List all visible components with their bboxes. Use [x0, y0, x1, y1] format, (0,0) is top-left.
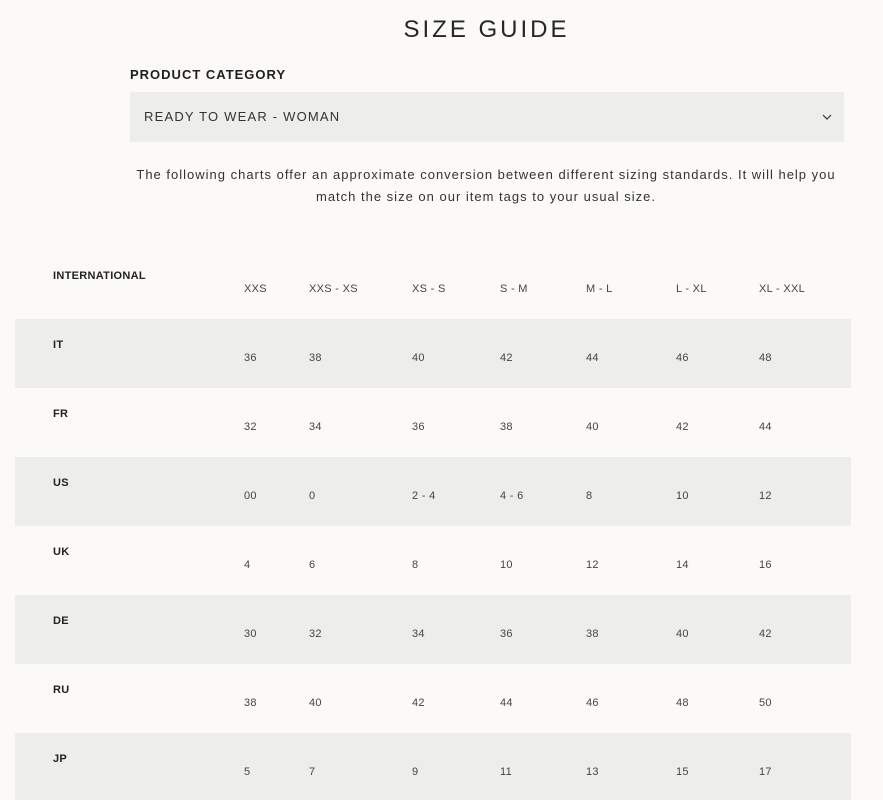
table-cell: 30	[244, 628, 257, 640]
header-label: INTERNATIONAL	[53, 270, 146, 282]
table-cell: 0	[309, 490, 316, 502]
table-cell: 8	[586, 490, 593, 502]
table-cell: 13	[586, 766, 599, 778]
header-cell: XXS - XS	[309, 283, 358, 295]
table-cell: 15	[676, 766, 689, 778]
table-cell: 9	[412, 766, 419, 778]
page-title: SIZE GUIDE	[403, 16, 570, 43]
product-category-value: READY TO WEAR - WOMAN	[144, 109, 341, 124]
table-cell: 12	[586, 559, 599, 571]
table-cell: 48	[759, 352, 772, 364]
table-row-ru	[15, 664, 851, 733]
table-cell: 38	[309, 352, 322, 364]
header-cell: XS - S	[412, 283, 446, 295]
table-cell: 36	[412, 421, 425, 433]
table-header-row	[15, 250, 851, 319]
table-row-jp	[15, 733, 851, 800]
table-cell: 38	[244, 697, 257, 709]
table-cell: 34	[412, 628, 425, 640]
chevron-down-icon	[820, 110, 834, 124]
header-cell: L - XL	[676, 283, 707, 295]
product-category-label: PRODUCT CATEGORY	[130, 67, 287, 82]
table-cell: 32	[244, 421, 257, 433]
table-cell: 40	[412, 352, 425, 364]
table-cell: 12	[759, 490, 772, 502]
size-table	[15, 250, 851, 800]
table-cell: 7	[309, 766, 316, 778]
table-cell: 10	[676, 490, 689, 502]
table-cell: 6	[309, 559, 316, 571]
table-cell: 40	[676, 628, 689, 640]
table-cell: 4 - 6	[500, 490, 524, 502]
table-cell: 36	[500, 628, 513, 640]
intro-line-1: The following charts offer an approximate conversion between different sizing standards. It will help you	[136, 167, 836, 182]
table-cell: 11	[500, 766, 513, 778]
table-cell: 00	[244, 490, 257, 502]
table-row-us	[15, 457, 851, 526]
table-row-de	[15, 595, 851, 664]
table-cell: 50	[759, 697, 772, 709]
table-cell: 5	[244, 766, 251, 778]
table-cell: 4	[244, 559, 251, 571]
header-cell: XL - XXL	[759, 283, 806, 295]
table-cell: 46	[676, 352, 689, 364]
table-cell: 44	[759, 421, 772, 433]
table-cell: 36	[244, 352, 257, 364]
row-label: IT	[53, 339, 64, 351]
table-cell: 16	[759, 559, 772, 571]
table-row-fr	[15, 388, 851, 457]
table-cell: 17	[759, 766, 772, 778]
header-cell: S - M	[500, 283, 528, 295]
table-row-uk	[15, 526, 851, 595]
row-label: DE	[53, 615, 69, 627]
row-label: US	[53, 477, 69, 489]
intro-line-2: match the size on our item tags to your usual size.	[315, 189, 657, 204]
table-cell: 40	[586, 421, 599, 433]
table-cell: 42	[759, 628, 772, 640]
intro-text	[0, 164, 883, 208]
table-cell: 40	[309, 697, 322, 709]
row-label: JP	[53, 753, 68, 765]
row-label: UK	[53, 546, 70, 558]
table-cell: 44	[500, 697, 513, 709]
table-cell: 46	[586, 697, 599, 709]
table-cell: 38	[586, 628, 599, 640]
row-label: RU	[53, 684, 70, 696]
table-cell: 2 - 4	[412, 490, 436, 502]
header-cell: XXS	[244, 283, 267, 295]
row-label: FR	[53, 408, 69, 420]
table-cell: 10	[500, 559, 513, 571]
table-cell: 44	[586, 352, 599, 364]
table-cell: 42	[676, 421, 689, 433]
table-cell: 32	[309, 628, 322, 640]
table-cell: 42	[500, 352, 513, 364]
table-cell: 14	[676, 559, 689, 571]
table-row-it	[15, 319, 851, 388]
table-cell: 34	[309, 421, 322, 433]
header-cell: M - L	[586, 283, 613, 295]
table-cell: 38	[500, 421, 513, 433]
table-cell: 8	[412, 559, 419, 571]
table-cell: 42	[412, 697, 425, 709]
product-category-select[interactable]	[130, 92, 844, 142]
table-cell: 48	[676, 697, 689, 709]
